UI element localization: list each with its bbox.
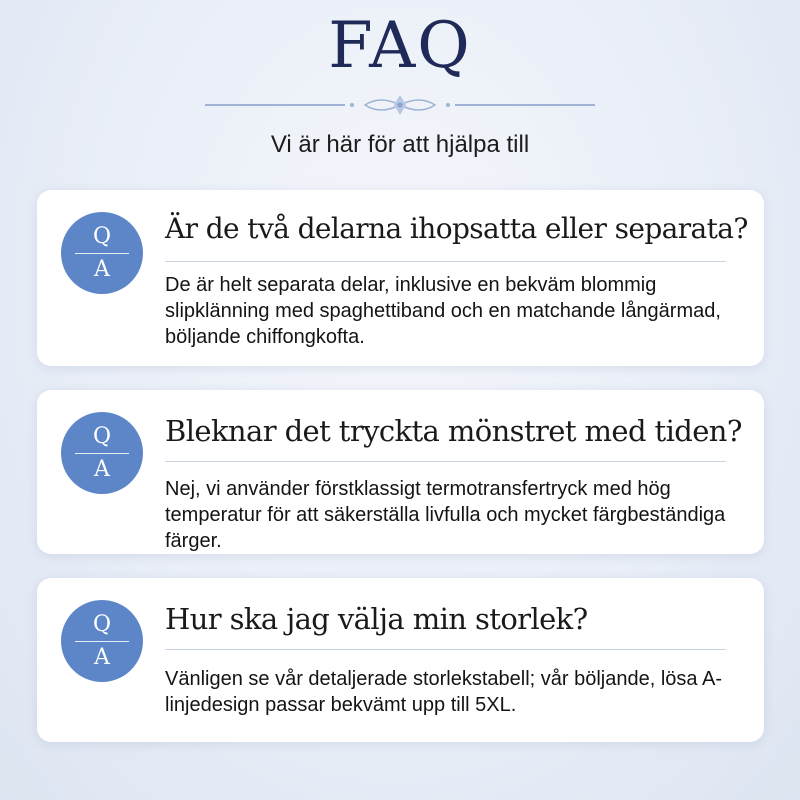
ornament-divider <box>205 92 595 118</box>
qa-badge-a: A <box>94 457 110 482</box>
qa-badge-q: Q <box>92 224 112 249</box>
qa-badge-a: A <box>94 257 110 282</box>
faq-answer: De är helt separata delar, inklusive en bekväm blommig slipklänning med spaghettiband och en matchande långärmad, böljande chiffongkofta. <box>165 274 721 348</box>
qa-badge <box>61 212 143 294</box>
qa-badge-q: Q <box>92 424 112 449</box>
faq-answer: Vänligen se vår detaljerade storlekstabell; vår böljande, lösa A-linjedesign passar bekvämt upp till 5XL. <box>165 668 722 716</box>
faq-card-1 <box>37 190 764 366</box>
page-title: FAQ <box>328 9 472 83</box>
faq-card-3 <box>37 578 764 742</box>
qa-badge <box>61 412 143 494</box>
qa-badge-a: A <box>94 645 110 670</box>
faq-question: Bleknar det tryckta mönstret med tiden? <box>165 414 742 448</box>
faq-answer: Nej, vi använder förstklassigt termotransfertryck med hög temperatur för att säkerställa livfulla och mycket färgbeständiga färger. <box>165 478 726 552</box>
qa-badge <box>61 600 143 682</box>
page-subtitle: Vi är här för att hjälpa till <box>270 131 530 158</box>
question-divider <box>165 649 726 650</box>
question-divider <box>165 261 726 262</box>
faq-card-2 <box>37 390 764 554</box>
question-divider <box>165 461 726 462</box>
qa-badge-q: Q <box>92 612 112 637</box>
faq-question: Är de två delarna ihopsatta eller separata? <box>165 212 748 245</box>
faq-question: Hur ska jag välja min storlek? <box>165 602 588 636</box>
